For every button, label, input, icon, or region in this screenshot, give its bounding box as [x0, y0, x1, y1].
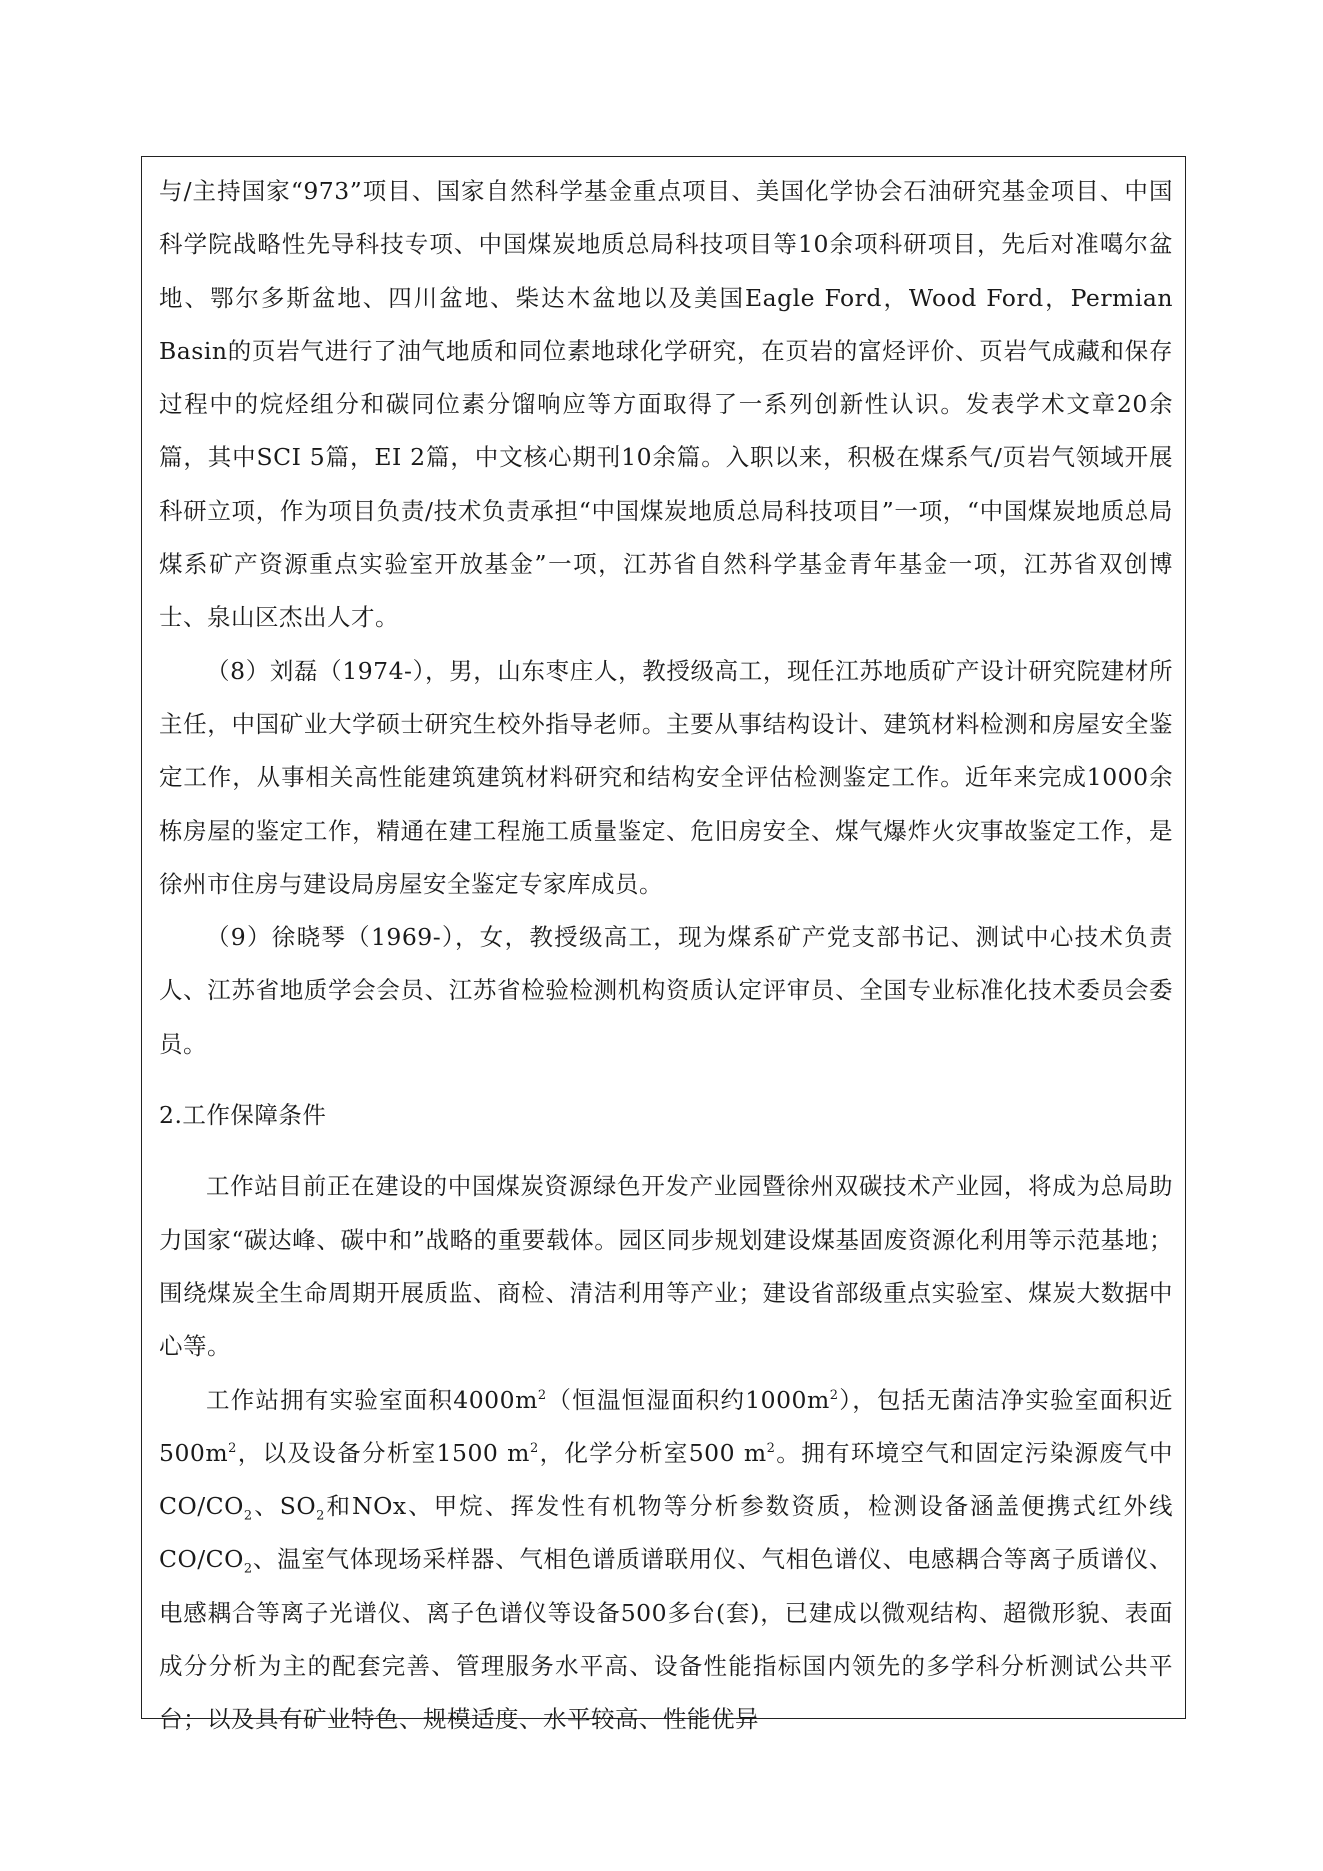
document-body — [159, 165, 1173, 1747]
lab-text-1: 工作站拥有实验室面积4000m — [206, 1385, 538, 1414]
paragraph-laboratory — [159, 1374, 1173, 1747]
superscript-2: 2 — [766, 1441, 776, 1456]
superscript-2: 2 — [829, 1387, 839, 1403]
subscript-2: 2 — [316, 1508, 325, 1524]
lab-text-5: ，化学分析室500 m — [538, 1438, 767, 1467]
lab-text-8: 和NOx、甲烷、挥发性有机物等分析参数资质，检测设备涵盖便携式红外线CO/CO — [159, 1492, 1173, 1574]
superscript-2: 2 — [228, 1441, 237, 1456]
lab-text-4: ，以及设备分析室1500 m — [236, 1438, 530, 1467]
lab-text-3: ），包括无菌洁净实验室面积近500m — [159, 1385, 1174, 1467]
document-frame — [141, 156, 1186, 1734]
lab-text-9: 、温室气体现场采样器、气相色谱质谱联用仪、气相色谱仪、电感耦合等离子质谱仪、电感耦合等离子光谱仪、离子色谱仪等设备500多台(套)，已建成以微观结构、超微形貌、表面成分分析为主的配套完善、管理服务水平高、设备性能指标国内领先的多学科分析测试公共平台；以及具有矿业特色、规模适度、水平较高、性能优异 — [159, 1545, 1173, 1734]
subscript-2: 2 — [243, 1508, 253, 1524]
lab-text-2: （恒温恒湿面积约1000m — [546, 1385, 830, 1414]
lab-text-7: 、SO — [252, 1492, 317, 1521]
superscript-2: 2 — [537, 1387, 547, 1403]
paragraph-liu-lei: （8）刘磊（1974-），男，山东枣庄人，教授级高工，现任江苏地质矿产设计研究院建材所主任，中国矿业大学硕士研究生校外指导老师。主要从事结构设计、建筑材料检测和房屋安全鉴定工作，从事相关高性能建筑建筑材料研究和结构安全评估检测鉴定工作。近年来完成1000余栋房屋的鉴定工作，精通在建工程施工质量鉴定、危旧房安全、煤气爆炸火灾事故鉴定工作，是徐州市住房与建设局房屋安全鉴定专家库成员。 — [159, 656, 1173, 898]
paragraph-research-profile: 与/主持国家“973”项目、国家自然科学基金重点项目、美国化学协会石油研究基金项目、中国科学院战略性先导科技专项、中国煤炭地质总局科技项目等10余项科研项目，先后对准噶尔盆地、鄂尔多斯盆地、四川盆地、柴达木盆地以及美国Eagle Ford，Wood Ford，Permian Basin的页岩气进行了油气地质和同位素地球化学研究，在页岩的富烃评价、页岩气成藏和保存过程中的烷烃组分和碳同位素分馏响应等方面取得了一系列创新性认识。发表学术文章20余篇，其中SCI 5篇，EI 2篇，中文核心期刊10余篇。入职以来，积极在煤系气/页岩气领域开展科研立项，作为项目负责/技术负责承担“中国煤炭地质总局科技项目”一项，“中国煤炭地质总局煤系矿产资源重点实验室开放基金”一项，江苏省自然科学基金青年基金一项，江苏省双创博士、泉山区杰出人才。 — [159, 177, 1173, 632]
paragraph-industrial-park: 工作站目前正在建设的中国煤炭资源绿色开发产业园暨徐州双碳技术产业园，将成为总局助力国家“碳达峰、碳中和”战略的重要载体。园区同步规划建设煤基固废资源化利用等示范基地；围绕煤炭全生命周期开展质监、商检、清洁利用等产业；建设省部级重点实验室、煤炭大数据中心等。 — [159, 1172, 1173, 1361]
subscript-2: 2 — [243, 1562, 253, 1578]
paragraph-xu-xiaoqin: （9）徐晓琴（1969-），女，教授级高工，现为煤系矿产党支部书记、测试中心技术负责人、江苏省地质学会会员、江苏省检验检测机构资质认定评审员、全国专业标准化技术委员会委员。 — [159, 923, 1173, 1058]
superscript-2: 2 — [529, 1441, 539, 1456]
lab-text-6: 。拥有环境空气和固定污染源废气中CO/CO — [159, 1438, 1174, 1521]
section-heading-work-conditions: 2.工作保障条件 — [159, 1101, 327, 1130]
